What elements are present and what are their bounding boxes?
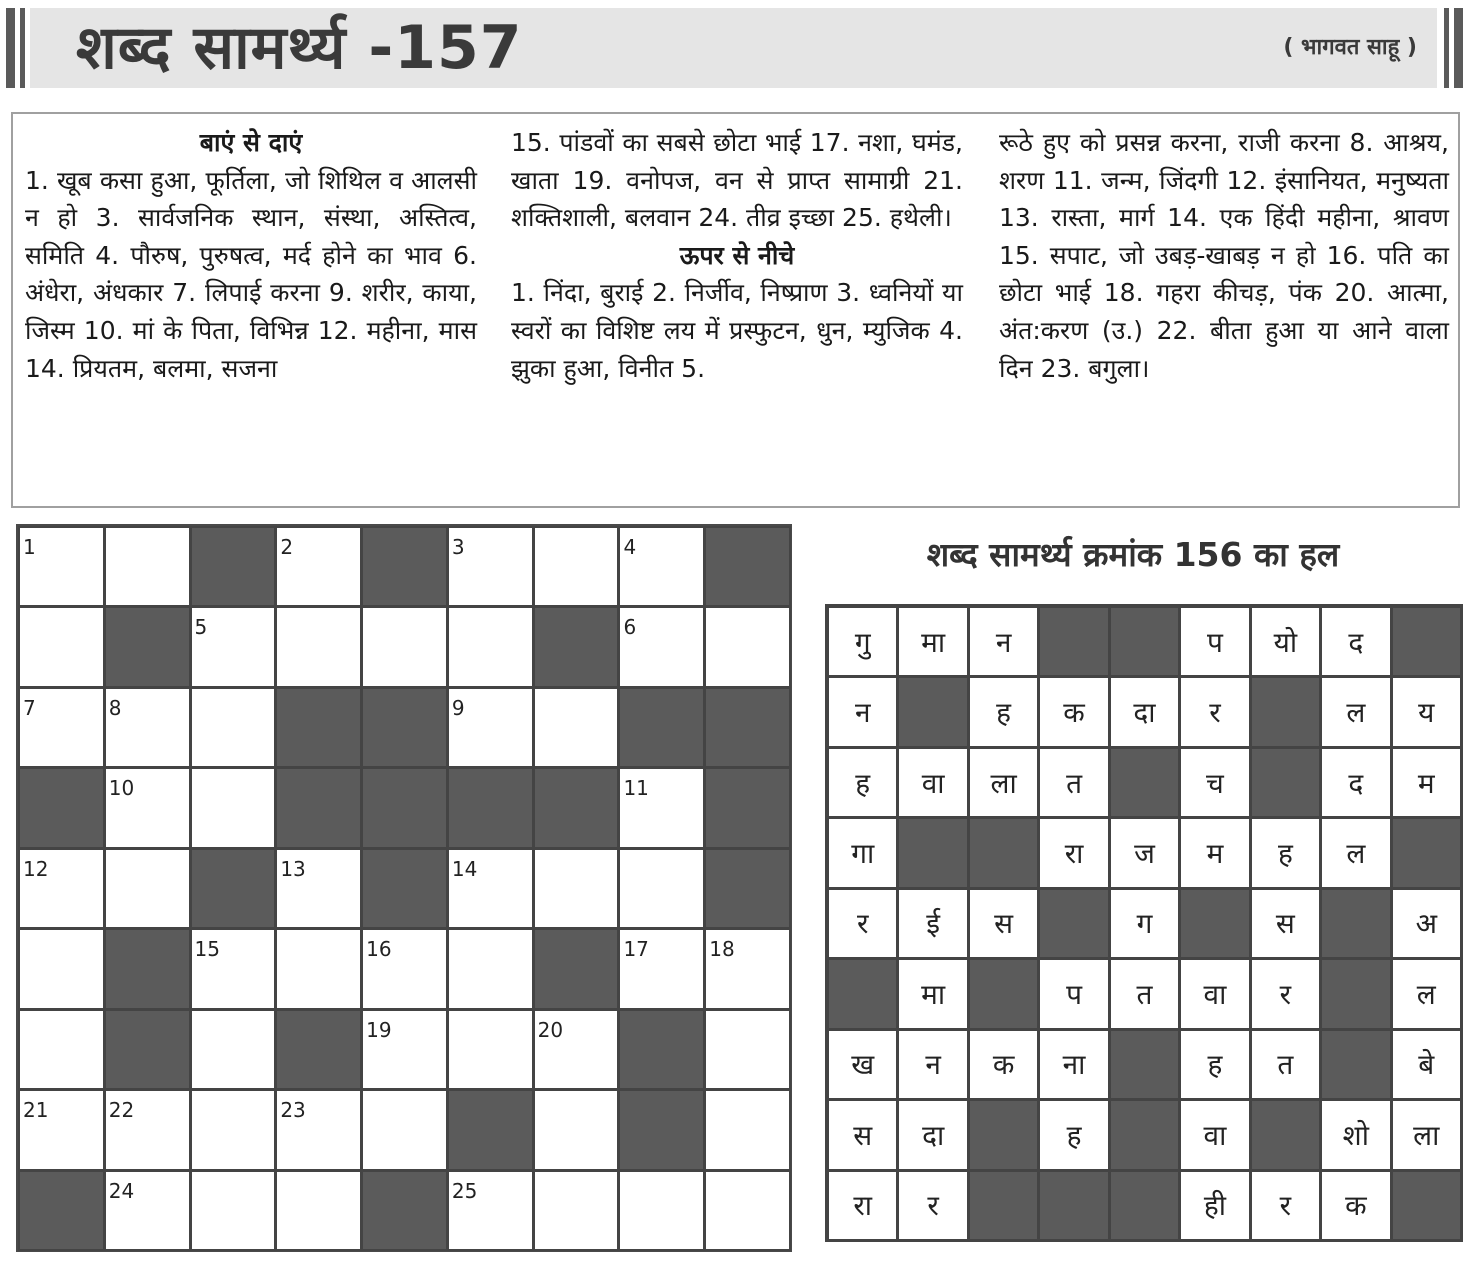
grid-cell[interactable]: [190, 1170, 277, 1251]
across-clues-text: 1. खूब कसा हुआ, फूर्तिला, जो शिथिल व आलसी न हो 3. सार्वजनिक स्थान, संस्था, अस्तित्व, समिति 4. पौरुष, पुरुषत्व, मर्द होने का भाव 6. अंधेरा, अंधकार 7. लिपाई करना 9. शरीर, काया, जिस्म 10. मां के पिता, विभिन्न 12. महीना, मास 14. प्रियतम, बलमा, सजना: [25, 165, 477, 383]
clue-number: 5: [194, 615, 208, 640]
clue-number: 17: [623, 937, 649, 962]
solution-cell: ग: [1109, 888, 1180, 959]
solution-cell: त: [1250, 1029, 1321, 1100]
clue-number: 22: [108, 1098, 135, 1123]
grid-block: [533, 928, 620, 1009]
clue-number: 13: [280, 856, 306, 881]
grid-block: [704, 526, 791, 607]
solution-block: [1109, 1170, 1180, 1241]
clue-number: 15: [194, 937, 220, 962]
page-header: [0, 0, 1469, 96]
solution-cell: क: [1320, 1170, 1391, 1241]
solution-cell: र: [1179, 676, 1250, 747]
grid-block: [618, 687, 705, 768]
grid-cell[interactable]: [18, 526, 105, 607]
solution-block: [1250, 676, 1321, 747]
solution-block: [1250, 1099, 1321, 1170]
clues-column-3: [999, 124, 1449, 387]
clue-number: 2: [280, 535, 294, 559]
clue-number: 7: [23, 695, 36, 720]
solution-cell: शो: [1320, 1099, 1391, 1170]
solution-cell: न: [968, 606, 1039, 677]
clue-number: 19: [366, 1017, 392, 1042]
clue-number: 18: [709, 937, 735, 962]
solution-cell: न: [827, 676, 898, 747]
solution-block: [968, 958, 1039, 1029]
solution-cell: स: [968, 888, 1039, 959]
grid-block: [704, 848, 791, 929]
solution-cell: वा: [897, 747, 968, 818]
header-bar-right-thin: [1444, 8, 1449, 88]
grid-cell[interactable]: [104, 687, 191, 768]
grid-cell[interactable]: [190, 767, 277, 848]
clue-number: 4: [623, 535, 637, 559]
solution-grid: [825, 604, 1463, 1242]
solution-cell: ज: [1109, 817, 1180, 888]
grid-cell[interactable]: [275, 1089, 362, 1170]
grid-cell[interactable]: [18, 848, 105, 929]
solution-block: [897, 676, 968, 747]
grid-block: [704, 767, 791, 848]
solution-cell: त: [1109, 958, 1180, 1029]
down-heading: ऊपर से नीचे: [679, 240, 795, 270]
grid-cell[interactable]: [104, 848, 191, 929]
grid-block: [361, 848, 448, 929]
grid-cell[interactable]: [618, 928, 705, 1009]
grid-cell[interactable]: [275, 848, 362, 929]
solution-cell: र: [1250, 1170, 1321, 1241]
solution-cell: ल: [1391, 958, 1462, 1029]
clue-number: 14: [451, 856, 478, 881]
grid-block: [618, 1089, 705, 1170]
grid-cell[interactable]: [18, 1089, 105, 1170]
grid-block: [190, 848, 277, 929]
solution-cell: प: [1179, 606, 1250, 677]
solution-block: [827, 958, 898, 1029]
clue-number: 10: [108, 776, 135, 801]
solution-block: [968, 1170, 1039, 1241]
grid-block: [104, 1009, 191, 1090]
grid-block: [361, 1170, 448, 1251]
solution-cell: मा: [897, 958, 968, 1029]
grid-cell[interactable]: [190, 687, 277, 768]
grid-cell[interactable]: [618, 767, 705, 848]
solution-block: [968, 1099, 1039, 1170]
grid-block: [533, 606, 620, 687]
clues-box: [11, 112, 1460, 508]
grid-block: [361, 687, 448, 768]
solution-cell: रा: [827, 1170, 898, 1241]
grid-cell[interactable]: [18, 1009, 105, 1090]
solution-cell: ह: [1038, 1099, 1109, 1170]
grid-cell[interactable]: [618, 606, 705, 687]
solution-block: [968, 817, 1039, 888]
header-bar-left-thin: [20, 8, 25, 88]
solution-cell: दा: [1109, 676, 1180, 747]
grid-cell[interactable]: [190, 606, 277, 687]
grid-cell[interactable]: [533, 1009, 620, 1090]
grid-cell[interactable]: [618, 1170, 705, 1251]
header-bar-left: [6, 8, 15, 88]
clues-column-2: [511, 124, 963, 387]
grid-cell[interactable]: [447, 687, 534, 768]
solution-cell: द: [1320, 747, 1391, 818]
solution-cell: गु: [827, 606, 898, 677]
clue-number: 16: [366, 937, 392, 962]
solution-cell: ही: [1179, 1170, 1250, 1241]
clues-column-1: [25, 124, 477, 387]
solution-cell: ह: [968, 676, 1039, 747]
solution-block: [1391, 817, 1462, 888]
grid-block: [104, 606, 191, 687]
down-clues-continued: रूठे हुए को प्रसन्न करना, राजी करना 8. आश्रय, शरण 11. जन्म, जिंदगी 12. इंसानियत, मनुष्यता 13. रास्ता, मार्ग 14. एक हिंदी महीना, श्रावण 15. सपाट, जो उबड़-खाबड़ न हो 16. पति का छोटा भाई 18. गहरा कीचड़, पंक 20. आत्मा, अंत:करण (उ.) 22. बीता हुआ या आने वाला दिन 23. बगुला।: [999, 128, 1449, 383]
solution-cell: ह: [827, 747, 898, 818]
grid-cell[interactable]: [447, 526, 534, 607]
solution-cell: क: [1038, 676, 1109, 747]
solution-cell: र: [827, 888, 898, 959]
grid-cell[interactable]: [447, 928, 534, 1009]
solution-block: [1109, 1099, 1180, 1170]
solution-block: [1179, 888, 1250, 959]
grid-block: [18, 1170, 105, 1251]
solution-cell: न: [897, 1029, 968, 1100]
clue-number: 3: [451, 535, 465, 559]
crossword-grid[interactable]: [16, 524, 792, 1252]
solution-block: [1391, 606, 1462, 677]
clue-number: 24: [108, 1178, 135, 1203]
solution-block: [1250, 747, 1321, 818]
grid-cell[interactable]: [18, 928, 105, 1009]
solution-cell: प: [1038, 958, 1109, 1029]
solution-cell: मा: [897, 606, 968, 677]
grid-cell[interactable]: [447, 1009, 534, 1090]
solution-cell: द: [1320, 606, 1391, 677]
solution-cell: त: [1038, 747, 1109, 818]
solution-title: शब्द सामर्थ्य क्रमांक 156 का हल: [926, 535, 1340, 574]
grid-cell[interactable]: [361, 1009, 448, 1090]
grid-cell[interactable]: [275, 606, 362, 687]
clue-number: 9: [451, 695, 465, 720]
grid-cell[interactable]: [190, 1089, 277, 1170]
solution-cell: ह: [1250, 817, 1321, 888]
solution-cell: र: [897, 1170, 968, 1241]
grid-cell[interactable]: [361, 928, 448, 1009]
solution-cell: म: [1391, 747, 1462, 818]
solution-block: [1320, 888, 1391, 959]
solution-cell: रा: [1038, 817, 1109, 888]
grid-cell[interactable]: [704, 928, 791, 1009]
grid-block: [275, 1009, 362, 1090]
clue-number: 21: [23, 1098, 49, 1123]
grid-block: [18, 767, 105, 848]
grid-cell[interactable]: [447, 848, 534, 929]
grid-cell[interactable]: [275, 526, 362, 607]
grid-cell[interactable]: [533, 526, 620, 607]
solution-block: [1391, 1170, 1462, 1241]
solution-cell: दा: [897, 1099, 968, 1170]
grid-cell[interactable]: [104, 526, 191, 607]
grid-block: [618, 1009, 705, 1090]
grid-block: [533, 767, 620, 848]
solution-cell: ना: [1038, 1029, 1109, 1100]
solution-block: [1109, 606, 1180, 677]
solution-block: [897, 817, 968, 888]
grid-cell[interactable]: [533, 1089, 620, 1170]
solution-cell: ल: [1320, 676, 1391, 747]
solution-cell: वा: [1179, 958, 1250, 1029]
across-clues-continued: 15. पांडवों का सबसे छोटा भाई 17. नशा, घमंड, खाता 19. वनोपज, वन से प्राप्त सामाग्री 21. शक्तिशाली, बलवान 24. तीव्र इच्छा 25. हथेली।: [511, 128, 963, 233]
grid-cell[interactable]: [533, 1170, 620, 1251]
grid-cell[interactable]: [18, 606, 105, 687]
grid-cell[interactable]: [18, 687, 105, 768]
solution-block: [1038, 1170, 1109, 1241]
solution-cell: य: [1391, 676, 1462, 747]
header-bar-right: [1454, 8, 1463, 88]
clue-number: 11: [623, 776, 649, 801]
solution-cell: र: [1250, 958, 1321, 1029]
solution-cell: स: [827, 1099, 898, 1170]
solution-cell: वा: [1179, 1099, 1250, 1170]
grid-cell[interactable]: [704, 1170, 791, 1251]
solution-cell: ह: [1179, 1029, 1250, 1100]
grid-cell[interactable]: [704, 606, 791, 687]
solution-cell: गा: [827, 817, 898, 888]
clue-number: 25: [451, 1178, 478, 1203]
solution-cell: ख: [827, 1029, 898, 1100]
clue-number: 20: [537, 1017, 564, 1042]
solution-cell: बे: [1391, 1029, 1462, 1100]
grid-cell[interactable]: [618, 848, 705, 929]
grid-cell[interactable]: [533, 687, 620, 768]
grid-cell[interactable]: [104, 1170, 191, 1251]
grid-block: [447, 767, 534, 848]
grid-block: [704, 687, 791, 768]
solution-cell: स: [1250, 888, 1321, 959]
grid-cell[interactable]: [190, 928, 277, 1009]
solution-block: [1320, 958, 1391, 1029]
down-clues-text: 1. निंदा, बुराई 2. निर्जीव, निष्प्राण 3. ध्वनियों या स्वरों का विशिष्ट लय में प्रस्फुटन, धुन, म्युजिक 4. झुका हुआ, विनीत 5.: [511, 278, 963, 383]
solution-cell: म: [1179, 817, 1250, 888]
grid-block: [447, 1089, 534, 1170]
solution-block: [1109, 747, 1180, 818]
grid-cell[interactable]: [447, 606, 534, 687]
solution-cell: ल: [1320, 817, 1391, 888]
solution-cell: ला: [1391, 1099, 1462, 1170]
grid-block: [275, 767, 362, 848]
grid-block: [361, 767, 448, 848]
clue-number: 12: [23, 856, 49, 881]
solution-cell: क: [968, 1029, 1039, 1100]
grid-cell[interactable]: [275, 1170, 362, 1251]
author-credit: ( भागवत साहू ): [1283, 35, 1417, 60]
grid-block: [275, 687, 362, 768]
solution-block: [1320, 1029, 1391, 1100]
grid-cell[interactable]: [190, 1009, 277, 1090]
grid-cell[interactable]: [275, 928, 362, 1009]
page-title: शब्द सामर्थ्य -157: [76, 13, 523, 83]
solution-cell: अ: [1391, 888, 1462, 959]
clue-number: 23: [280, 1098, 306, 1123]
solution-block: [1109, 1029, 1180, 1100]
clue-number: 1: [23, 535, 36, 559]
clue-number: 8: [108, 695, 122, 720]
grid-block: [361, 526, 448, 607]
solution-cell: ई: [897, 888, 968, 959]
grid-cell[interactable]: [447, 1170, 534, 1251]
grid-cell[interactable]: [704, 1009, 791, 1090]
grid-cell[interactable]: [361, 606, 448, 687]
grid-cell[interactable]: [104, 767, 191, 848]
solution-block: [1038, 606, 1109, 677]
grid-block: [104, 928, 191, 1009]
grid-block: [190, 526, 277, 607]
solution-cell: यो: [1250, 606, 1321, 677]
solution-block: [1038, 888, 1109, 959]
solution-cell: च: [1179, 747, 1250, 818]
across-heading: बाएं से दाएं: [199, 128, 303, 157]
grid-cell[interactable]: [533, 848, 620, 929]
grid-cell[interactable]: [361, 1089, 448, 1170]
grid-cell[interactable]: [104, 1089, 191, 1170]
grid-cell[interactable]: [618, 526, 705, 607]
grid-cell[interactable]: [704, 1089, 791, 1170]
clue-number: 6: [623, 615, 637, 640]
solution-cell: ला: [968, 747, 1039, 818]
